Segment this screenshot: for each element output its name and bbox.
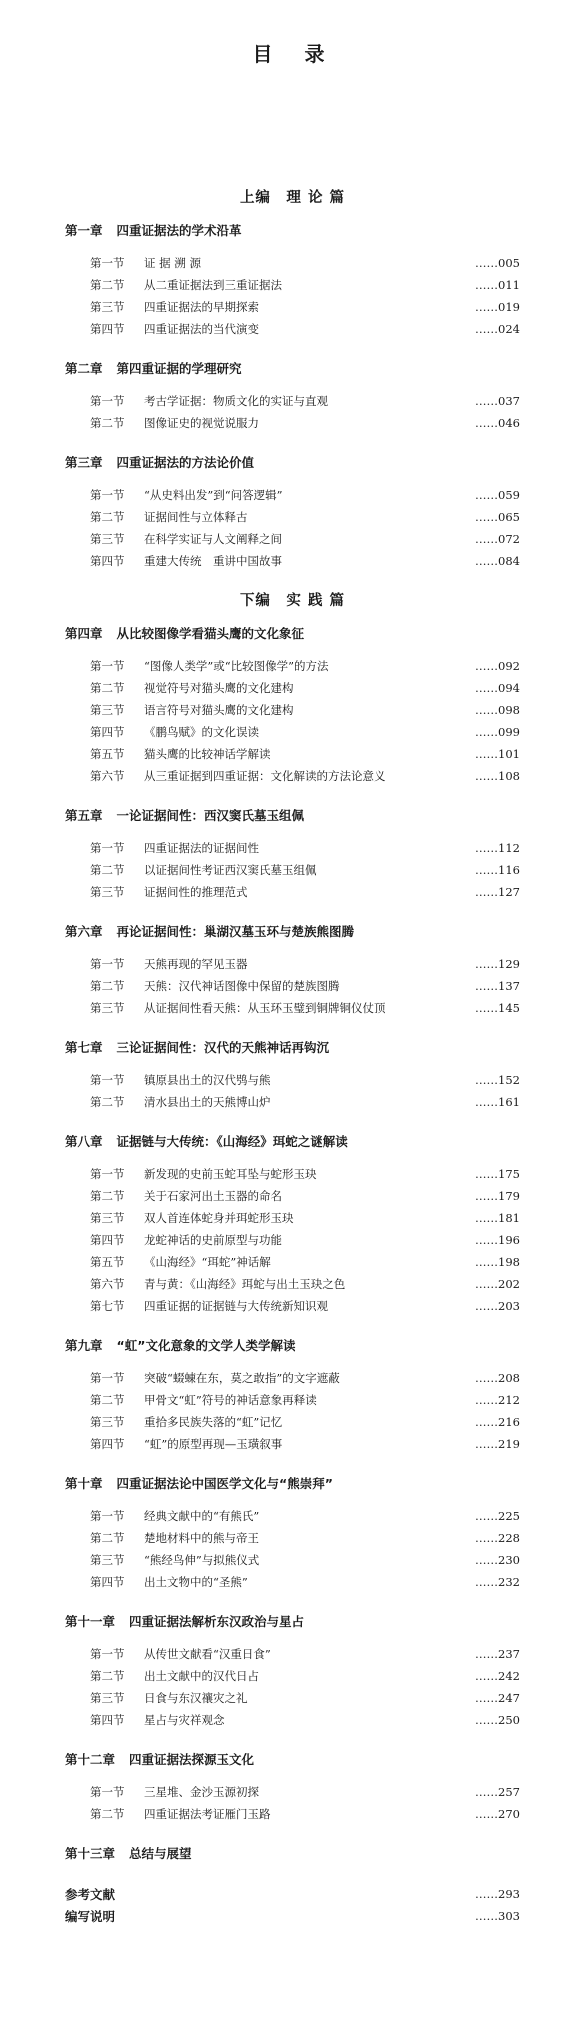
toc-entry[interactable] bbox=[65, 528, 520, 550]
chapter bbox=[65, 805, 520, 903]
section-number: 第一节 bbox=[90, 1509, 125, 1523]
page-number: ……198 bbox=[475, 1255, 520, 1269]
section-number: 第二节 bbox=[90, 979, 125, 993]
section-number: 第一节 bbox=[90, 488, 125, 502]
page-number: ……092 bbox=[475, 659, 520, 673]
backmatter bbox=[65, 1883, 520, 1927]
chapter-title: 四重证据法论中国医学文化与“熊崇拜” bbox=[116, 1476, 333, 1491]
section-number: 第三节 bbox=[90, 1415, 125, 1429]
chapter bbox=[65, 1843, 520, 1865]
section-number: 第三节 bbox=[90, 1001, 125, 1015]
page-number: ……212 bbox=[475, 1393, 520, 1407]
backmatter-title: 参考文献 bbox=[65, 1887, 116, 1902]
toc-entry[interactable] bbox=[65, 997, 520, 1019]
page-number: ……250 bbox=[475, 1713, 520, 1727]
section-number: 第四节 bbox=[90, 1713, 125, 1727]
section-title: 出土文物中的“圣熊” bbox=[144, 1575, 248, 1589]
section-title: 新发现的史前玉蛇耳坠与蛇形玉玦 bbox=[144, 1167, 317, 1181]
page-number: ……202 bbox=[475, 1277, 520, 1291]
toc-entry[interactable] bbox=[65, 1273, 520, 1295]
chapter-number: 第十章 bbox=[65, 1476, 103, 1491]
chapter-title: 四重证据法的方法论价值 bbox=[116, 455, 255, 470]
page-number: ……099 bbox=[475, 725, 520, 739]
toc-entry[interactable] bbox=[65, 677, 520, 699]
chapter-heading[interactable] bbox=[65, 452, 520, 474]
page-number: ……116 bbox=[475, 863, 520, 877]
section-title: 天熊：汉代神话图像中保留的楚族图腾 bbox=[144, 979, 340, 993]
section-number: 第二节 bbox=[90, 681, 125, 695]
toc-entry[interactable] bbox=[65, 390, 520, 412]
section-title: 重建大传统 重讲中国故事 bbox=[144, 554, 282, 568]
chapter bbox=[65, 1335, 520, 1455]
page-number: ……257 bbox=[475, 1785, 520, 1799]
section-title: 考古学证据：物质文化的实证与直观 bbox=[144, 394, 328, 408]
section-title: 四重证据的证据链与大传统新知识观 bbox=[144, 1299, 328, 1313]
chapter-number: 第一章 bbox=[65, 223, 103, 238]
section-number: 第一节 bbox=[90, 1167, 125, 1181]
chapter-heading[interactable] bbox=[65, 1131, 520, 1153]
section-title: 证据间性与立体释古 bbox=[144, 510, 248, 524]
toc-entry[interactable] bbox=[65, 1389, 520, 1411]
section-number: 第七节 bbox=[90, 1299, 125, 1313]
page-number: ……127 bbox=[475, 885, 520, 899]
section-title: 证据间性的推理范式 bbox=[144, 885, 248, 899]
page-number: ……228 bbox=[475, 1531, 520, 1545]
part-title: 上编 理 论 篇 bbox=[239, 189, 346, 206]
section-number: 第一节 bbox=[90, 1647, 125, 1661]
chapter-heading[interactable] bbox=[65, 623, 520, 645]
backmatter-entry[interactable] bbox=[65, 1905, 520, 1927]
chapter-title: 第四重证据的学理研究 bbox=[116, 361, 242, 376]
section-title: 镇原县出土的汉代鸮与熊 bbox=[144, 1073, 271, 1087]
chapter-title: 四重证据法解析东汉政治与星占 bbox=[129, 1614, 305, 1629]
section-title: 日食与东汉禳灾之礼 bbox=[144, 1691, 248, 1705]
toc-entry[interactable] bbox=[65, 1411, 520, 1433]
page-number: ……247 bbox=[475, 1691, 520, 1705]
section-title: 证 据 溯 源 bbox=[144, 256, 201, 270]
section-number: 第四节 bbox=[90, 1437, 125, 1451]
chapter bbox=[65, 220, 520, 340]
chapter bbox=[65, 1131, 520, 1317]
page-number: ……175 bbox=[475, 1167, 520, 1181]
chapter-title: “虹”文化意象的文学人类学解读 bbox=[116, 1338, 296, 1353]
toc-entry[interactable] bbox=[65, 550, 520, 572]
section-title: 从证据间性看天熊：从玉环玉璧到铜牌铜仪仗顶 bbox=[144, 1001, 386, 1015]
section-number: 第一节 bbox=[90, 841, 125, 855]
section-title: 猫头鹰的比较神话学解读 bbox=[144, 747, 271, 761]
toc-entry[interactable] bbox=[65, 881, 520, 903]
toc-entry[interactable] bbox=[65, 274, 520, 296]
section-title: “从史料出发”到“问答逻辑” bbox=[144, 488, 283, 502]
chapter-number: 第十一章 bbox=[65, 1614, 116, 1629]
section-title: 龙蛇神话的史前原型与功能 bbox=[144, 1233, 282, 1247]
page-number: ……216 bbox=[475, 1415, 520, 1429]
section-number: 第三节 bbox=[90, 1553, 125, 1567]
chapter-number: 第九章 bbox=[65, 1338, 103, 1353]
section-title: 视觉符号对猫头鹰的文化建构 bbox=[144, 681, 294, 695]
chapter-number: 第五章 bbox=[65, 808, 103, 823]
toc-entry[interactable] bbox=[65, 1295, 520, 1317]
section-number: 第二节 bbox=[90, 1807, 125, 1821]
section-number: 第六节 bbox=[90, 1277, 125, 1291]
toc-entry[interactable] bbox=[65, 1163, 520, 1185]
chapter-title: 四重证据法的学术沿革 bbox=[116, 223, 242, 238]
toc-entry[interactable] bbox=[65, 953, 520, 975]
chapter-heading[interactable] bbox=[65, 1843, 520, 1865]
toc-entry[interactable] bbox=[65, 837, 520, 859]
toc-entry[interactable] bbox=[65, 699, 520, 721]
backmatter-title: 编写说明 bbox=[65, 1909, 116, 1924]
page-number: ……225 bbox=[475, 1509, 520, 1523]
page-number: ……084 bbox=[475, 554, 520, 568]
toc-entry[interactable] bbox=[65, 412, 520, 434]
chapter-heading[interactable] bbox=[65, 1473, 520, 1495]
chapter bbox=[65, 358, 520, 434]
section-title: 重拾多民族失落的“虹”记忆 bbox=[144, 1415, 283, 1429]
section-title: 从三重证据到四重证据：文化解读的方法论意义 bbox=[144, 769, 386, 783]
page-number: ……059 bbox=[475, 488, 520, 502]
page-number: ……270 bbox=[475, 1807, 520, 1821]
section-number: 第二节 bbox=[90, 1393, 125, 1407]
chapter-title: 一论证据间性：西汉窦氏墓玉组佩 bbox=[116, 808, 305, 823]
table-of-contents bbox=[65, 187, 520, 1927]
toc-entry[interactable] bbox=[65, 1643, 520, 1665]
chapter bbox=[65, 452, 520, 572]
chapter-heading[interactable] bbox=[65, 1335, 520, 1357]
chapter bbox=[65, 623, 520, 787]
toc-entry[interactable] bbox=[65, 975, 520, 997]
page-number: ……101 bbox=[475, 747, 520, 761]
section-number: 第一节 bbox=[90, 1785, 125, 1799]
section-number: 第二节 bbox=[90, 278, 125, 292]
chapter bbox=[65, 1473, 520, 1593]
toc-entry[interactable] bbox=[65, 743, 520, 765]
section-title: “虹”的原型再现—玉璜叙事 bbox=[144, 1437, 283, 1451]
section-title: 甲骨文“虹”符号的神话意象再释读 bbox=[144, 1393, 317, 1407]
chapter-title: 四重证据法探源玉文化 bbox=[129, 1752, 255, 1767]
section-title: “图像人类学”或“比较图像学”的方法 bbox=[144, 659, 329, 673]
chapter-title: 三论证据间性：汉代的天熊神话再钩沉 bbox=[116, 1040, 330, 1055]
chapter-title: 从比较图像学看猫头鹰的文化象征 bbox=[116, 626, 305, 641]
section-title: 从传世文献看“汉重日食” bbox=[144, 1647, 271, 1661]
section-title: 双人首连体蛇身并珥蛇形玉玦 bbox=[144, 1211, 294, 1225]
section-title: 三星堆、金沙玉源初探 bbox=[144, 1785, 259, 1799]
section-title: 天熊再现的罕见玉器 bbox=[144, 957, 248, 971]
section-number: 第四节 bbox=[90, 322, 125, 336]
section-title: 青与黄：《山海经》珥蛇与出土玉玦之色 bbox=[144, 1277, 346, 1291]
toc-entry[interactable] bbox=[65, 1069, 520, 1091]
toc-entry[interactable] bbox=[65, 1367, 520, 1389]
section-number: 第六节 bbox=[90, 769, 125, 783]
toc-entry[interactable] bbox=[65, 859, 520, 881]
page-number: ……293 bbox=[475, 1887, 520, 1901]
chapter-number: 第六章 bbox=[65, 924, 103, 939]
section-number: 第一节 bbox=[90, 394, 125, 408]
page-number: ……196 bbox=[475, 1233, 520, 1247]
section-title: 从二重证据法到三重证据法 bbox=[144, 278, 282, 292]
page-number: ……112 bbox=[475, 841, 520, 855]
toc-entry[interactable] bbox=[65, 1527, 520, 1549]
section-number: 第四节 bbox=[90, 725, 125, 739]
section-number: 第二节 bbox=[90, 1095, 125, 1109]
toc-entry[interactable] bbox=[65, 721, 520, 743]
toc-entry[interactable] bbox=[65, 1549, 520, 1571]
page-number: ……046 bbox=[475, 416, 520, 430]
toc-entry[interactable] bbox=[65, 506, 520, 528]
page-number: ……152 bbox=[475, 1073, 520, 1087]
chapter bbox=[65, 1749, 520, 1825]
page-number: ……019 bbox=[475, 300, 520, 314]
section-number: 第三节 bbox=[90, 703, 125, 717]
chapter-heading[interactable] bbox=[65, 358, 520, 380]
chapter-heading[interactable] bbox=[65, 1037, 520, 1059]
page-number: ……219 bbox=[475, 1437, 520, 1451]
chapter-number: 第三章 bbox=[65, 455, 103, 470]
chapter-heading[interactable] bbox=[65, 805, 520, 827]
chapter bbox=[65, 921, 520, 1019]
chapter-heading[interactable] bbox=[65, 220, 520, 242]
page-number: ……230 bbox=[475, 1553, 520, 1567]
page-number: ……072 bbox=[475, 532, 520, 546]
section-number: 第三节 bbox=[90, 532, 125, 546]
part-title: 下编 实 践 篇 bbox=[239, 592, 346, 609]
section-title: 突破“蝃蝀在东，莫之敢指”的文字遮蔽 bbox=[144, 1371, 340, 1385]
toc-entry[interactable] bbox=[65, 765, 520, 787]
toc-entry[interactable] bbox=[65, 484, 520, 506]
section-number: 第四节 bbox=[90, 1575, 125, 1589]
page-number: ……037 bbox=[475, 394, 520, 408]
chapter-number: 第十二章 bbox=[65, 1752, 116, 1767]
section-title: “熊经鸟伸”与拟熊仪式 bbox=[144, 1553, 260, 1567]
chapter-number: 第四章 bbox=[65, 626, 103, 641]
section-number: 第三节 bbox=[90, 1691, 125, 1705]
page-number: ……011 bbox=[475, 278, 520, 292]
page-number: ……237 bbox=[475, 1647, 520, 1661]
toc-entry[interactable] bbox=[65, 1433, 520, 1455]
section-number: 第二节 bbox=[90, 1189, 125, 1203]
page-number: ……024 bbox=[475, 322, 520, 336]
section-number: 第二节 bbox=[90, 1531, 125, 1545]
section-number: 第四节 bbox=[90, 1233, 125, 1247]
chapter-number: 第八章 bbox=[65, 1134, 103, 1149]
section-title: 四重证据法的当代演变 bbox=[144, 322, 259, 336]
toc-entry[interactable] bbox=[65, 296, 520, 318]
section-number: 第二节 bbox=[90, 416, 125, 430]
section-title: 《山海经》“珥蛇”神话解 bbox=[144, 1255, 271, 1269]
chapter bbox=[65, 1037, 520, 1113]
page-number: ……094 bbox=[475, 681, 520, 695]
toc-entry[interactable] bbox=[65, 1709, 520, 1731]
chapter-heading[interactable] bbox=[65, 1749, 520, 1771]
page-number: ……242 bbox=[475, 1669, 520, 1683]
section-title: 四重证据法的早期探索 bbox=[144, 300, 259, 314]
section-number: 第一节 bbox=[90, 659, 125, 673]
section-number: 第五节 bbox=[90, 1255, 125, 1269]
page-number: ……065 bbox=[475, 510, 520, 524]
backmatter-entry[interactable] bbox=[65, 1883, 520, 1905]
section-number: 第二节 bbox=[90, 510, 125, 524]
chapter-heading[interactable] bbox=[65, 921, 520, 943]
section-title: 关于石家河出土玉器的命名 bbox=[144, 1189, 282, 1203]
toc-entry[interactable] bbox=[65, 1207, 520, 1229]
section-number: 第二节 bbox=[90, 863, 125, 877]
toc-entry[interactable] bbox=[65, 1803, 520, 1825]
section-title: 楚地材料中的熊与帝王 bbox=[144, 1531, 259, 1545]
toc-entry[interactable] bbox=[65, 1185, 520, 1207]
section-title: 出土文献中的汉代日占 bbox=[144, 1669, 259, 1683]
section-number: 第四节 bbox=[90, 554, 125, 568]
section-title: 图像证史的视觉说服力 bbox=[144, 416, 259, 430]
page-number: ……208 bbox=[475, 1371, 520, 1385]
section-number: 第三节 bbox=[90, 1211, 125, 1225]
page-number: ……203 bbox=[475, 1299, 520, 1313]
section-title: 四重证据法考证雁门玉路 bbox=[144, 1807, 271, 1821]
toc-entry[interactable] bbox=[65, 1687, 520, 1709]
toc-entry[interactable] bbox=[65, 655, 520, 677]
section-number: 第一节 bbox=[90, 957, 125, 971]
chapter-number: 第七章 bbox=[65, 1040, 103, 1055]
chapter-title: 总结与展望 bbox=[129, 1846, 192, 1861]
section-title: 《鹏鸟赋》的文化误读 bbox=[144, 725, 259, 739]
section-title: 清水县出土的天熊博山炉 bbox=[144, 1095, 271, 1109]
page-number: ……137 bbox=[475, 979, 520, 993]
toc-entry[interactable] bbox=[65, 1091, 520, 1113]
toc-entry[interactable] bbox=[65, 1251, 520, 1273]
page-number: ……179 bbox=[475, 1189, 520, 1203]
chapter bbox=[65, 1611, 520, 1731]
page-number: ……005 bbox=[475, 256, 520, 270]
page-number: ……303 bbox=[475, 1909, 520, 1923]
page-number: ……145 bbox=[475, 1001, 520, 1015]
chapter-heading[interactable] bbox=[65, 1611, 520, 1633]
toc-entry[interactable] bbox=[65, 1781, 520, 1803]
section-title: 以证据间性考证西汉窦氏墓玉组佩 bbox=[144, 863, 317, 877]
page-number: ……098 bbox=[475, 703, 520, 717]
toc-entry[interactable] bbox=[65, 1665, 520, 1687]
section-title: 在科学实证与人文阐释之间 bbox=[144, 532, 282, 546]
page-number: ……108 bbox=[475, 769, 520, 783]
chapter-title: 证据链与大传统：《山海经》珥蛇之谜解读 bbox=[116, 1134, 348, 1149]
section-number: 第二节 bbox=[90, 1669, 125, 1683]
section-number: 第三节 bbox=[90, 885, 125, 899]
chapter-number: 第二章 bbox=[65, 361, 103, 376]
chapter-number: 第十三章 bbox=[65, 1846, 116, 1861]
page-number: ……161 bbox=[475, 1095, 520, 1109]
section-title: 经典文献中的“有熊氏” bbox=[144, 1509, 260, 1523]
toc-entry[interactable] bbox=[65, 1229, 520, 1251]
page-number: ……232 bbox=[475, 1575, 520, 1589]
section-number: 第一节 bbox=[90, 256, 125, 270]
page-number: ……181 bbox=[475, 1211, 520, 1225]
toc-entry[interactable] bbox=[65, 318, 520, 340]
chapter-title: 再论证据间性：巢湖汉墓玉环与楚族熊图腾 bbox=[116, 924, 355, 939]
toc-entry[interactable] bbox=[65, 1505, 520, 1527]
toc-entry[interactable] bbox=[65, 1571, 520, 1593]
section-title: 四重证据法的证据间性 bbox=[144, 841, 259, 855]
page-number: ……129 bbox=[475, 957, 520, 971]
section-number: 第一节 bbox=[90, 1371, 125, 1385]
section-title: 星占与灾祥观念 bbox=[144, 1713, 225, 1727]
section-number: 第一节 bbox=[90, 1073, 125, 1087]
page-title: 目 录 bbox=[252, 42, 331, 66]
section-number: 第三节 bbox=[90, 300, 125, 314]
section-title: 语言符号对猫头鹰的文化建构 bbox=[144, 703, 294, 717]
toc-entry[interactable] bbox=[65, 252, 520, 274]
section-number: 第五节 bbox=[90, 747, 125, 761]
